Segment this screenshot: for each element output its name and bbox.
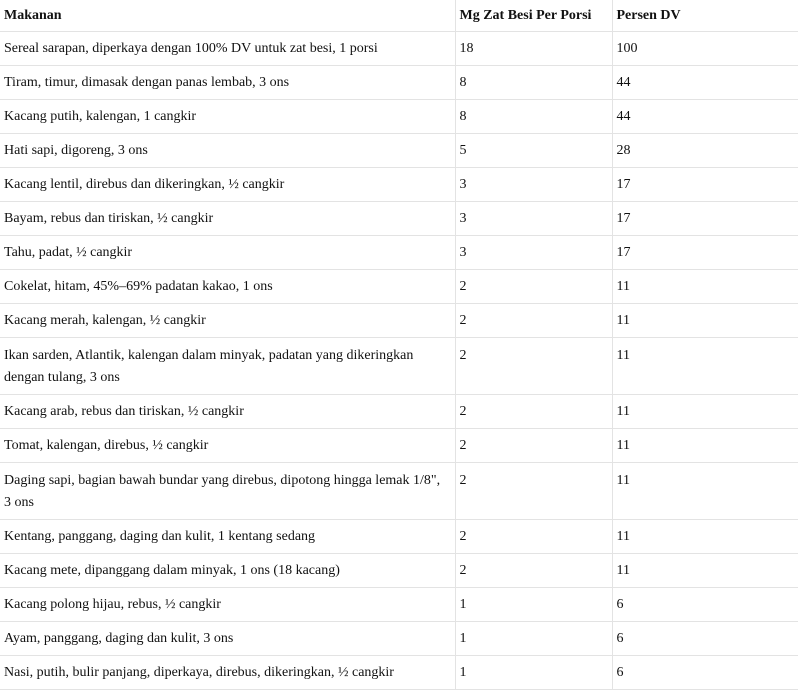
table-row (0, 554, 798, 588)
percent-dv-cell: 11 (612, 395, 798, 429)
percent-dv-cell: 11 (612, 304, 798, 338)
food-cell: Kacang arab, rebus dan tiriskan, ½ cangkir (0, 395, 455, 429)
percent-dv-cell: 17 (612, 236, 798, 270)
percent-dv-cell: 17 (612, 168, 798, 202)
iron-mg-cell: 2 (455, 429, 612, 463)
table-row (0, 463, 798, 520)
percent-dv-cell: 6 (612, 656, 798, 690)
iron-mg-cell: 2 (455, 270, 612, 304)
food-cell: Kentang, panggang, daging dan kulit, 1 kentang sedang (0, 520, 455, 554)
food-cell: Nasi, putih, bulir panjang, diperkaya, direbus, dikeringkan, ½ cangkir (0, 656, 455, 690)
percent-dv-cell: 44 (612, 66, 798, 100)
table-row (0, 66, 798, 100)
food-cell: Kacang lentil, direbus dan dikeringkan, ½ cangkir (0, 168, 455, 202)
header-food: Makanan (0, 0, 455, 32)
percent-dv-cell: 11 (612, 429, 798, 463)
percent-dv-cell: 100 (612, 32, 798, 66)
percent-dv-cell: 11 (612, 270, 798, 304)
percent-dv-cell: 17 (612, 202, 798, 236)
iron-mg-cell: 8 (455, 66, 612, 100)
iron-mg-cell: 2 (455, 463, 612, 520)
iron-mg-cell: 5 (455, 134, 612, 168)
food-cell: Cokelat, hitam, 45%–69% padatan kakao, 1 ons (0, 270, 455, 304)
header-percent-dv: Persen DV (612, 0, 798, 32)
food-cell: Tiram, timur, dimasak dengan panas lembab, 3 ons (0, 66, 455, 100)
table-row (0, 520, 798, 554)
table-row (0, 236, 798, 270)
table-row (0, 168, 798, 202)
food-cell: Tahu, padat, ½ cangkir (0, 236, 455, 270)
table-header-row (0, 0, 798, 32)
food-cell: Bayam, rebus dan tiriskan, ½ cangkir (0, 202, 455, 236)
iron-mg-cell: 1 (455, 588, 612, 622)
food-cell: Hati sapi, digoreng, 3 ons (0, 134, 455, 168)
table-row (0, 395, 798, 429)
iron-mg-cell: 2 (455, 395, 612, 429)
table-body (0, 32, 798, 690)
header-iron-mg: Mg Zat Besi Per Porsi (455, 0, 612, 32)
table-row (0, 429, 798, 463)
food-cell: Kacang polong hijau, rebus, ½ cangkir (0, 588, 455, 622)
iron-mg-cell: 1 (455, 656, 612, 690)
food-cell: Ikan sarden, Atlantik, kalengan dalam minyak, padatan yang dikeringkan dengan tulang, 3 ons (0, 338, 455, 395)
percent-dv-cell: 6 (612, 622, 798, 656)
iron-mg-cell: 2 (455, 554, 612, 588)
table-row (0, 304, 798, 338)
food-cell: Sereal sarapan, diperkaya dengan 100% DV untuk zat besi, 1 porsi (0, 32, 455, 66)
food-cell: Daging sapi, bagian bawah bundar yang direbus, dipotong hingga lemak 1/8", 3 ons (0, 463, 455, 520)
iron-mg-cell: 3 (455, 168, 612, 202)
table-row (0, 588, 798, 622)
percent-dv-cell: 11 (612, 463, 798, 520)
food-cell: Kacang merah, kalengan, ½ cangkir (0, 304, 455, 338)
table-row (0, 100, 798, 134)
iron-mg-cell: 3 (455, 202, 612, 236)
percent-dv-cell: 11 (612, 338, 798, 395)
iron-mg-cell: 2 (455, 520, 612, 554)
table-row (0, 134, 798, 168)
percent-dv-cell: 6 (612, 588, 798, 622)
food-cell: Ayam, panggang, daging dan kulit, 3 ons (0, 622, 455, 656)
iron-mg-cell: 8 (455, 100, 612, 134)
iron-mg-cell: 18 (455, 32, 612, 66)
percent-dv-cell: 28 (612, 134, 798, 168)
table-row (0, 32, 798, 66)
table-row (0, 202, 798, 236)
table-row (0, 270, 798, 304)
iron-mg-cell: 2 (455, 304, 612, 338)
food-cell: Kacang mete, dipanggang dalam minyak, 1 ons (18 kacang) (0, 554, 455, 588)
percent-dv-cell: 11 (612, 520, 798, 554)
table-row (0, 622, 798, 656)
iron-mg-cell: 2 (455, 338, 612, 395)
food-cell: Tomat, kalengan, direbus, ½ cangkir (0, 429, 455, 463)
iron-mg-cell: 1 (455, 622, 612, 656)
percent-dv-cell: 11 (612, 554, 798, 588)
food-cell: Kacang putih, kalengan, 1 cangkir (0, 100, 455, 134)
table-row (0, 338, 798, 395)
iron-mg-cell: 3 (455, 236, 612, 270)
table-row (0, 656, 798, 690)
percent-dv-cell: 44 (612, 100, 798, 134)
